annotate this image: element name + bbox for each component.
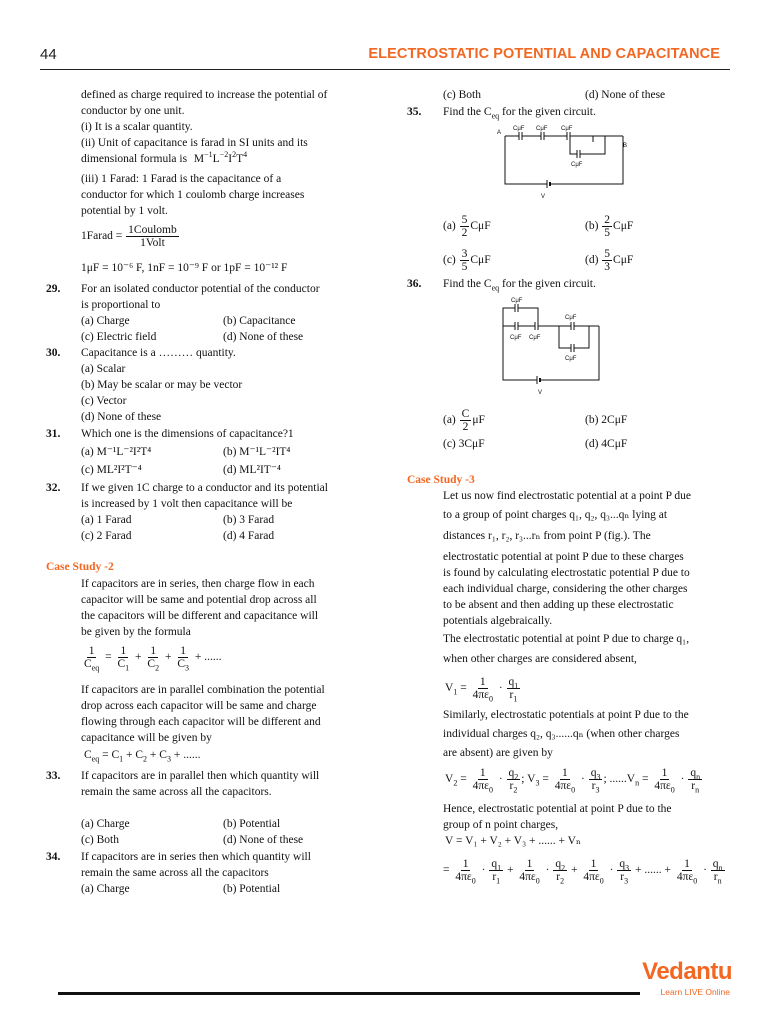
case-text: is found by calculating electrostatic potential P due to — [443, 567, 690, 579]
subunits-formula: 1μF = 10⁻⁶ F, 1nF = 10⁻⁹ F or 1pF = 10⁻¹² F — [81, 262, 288, 274]
case-text: the capacitors will be different and capacitance will — [81, 610, 319, 622]
option: (d) None of these — [585, 89, 666, 101]
option: (b) Capacitance — [223, 315, 296, 327]
total-potential-formula: = $\frac{1}{4\pi\varepsilon_0}$ · $\frac{q_1}{r_1}$ + $\frac{1}{4\pi\varepsilon_0}$ · $\frac{q_2}{r_2}$ + $\frac{1}{4\pi\varepsilon_0}$ · $\frac{q_3}{r_3}$ + ...... + $\frac{1}{4\pi\varepsilon_0}$ · $\frac{q_n}{r_n}$ — [443, 858, 723, 886]
series-formula: $\frac{1}{C_{eq}}$ = $\frac{1}{C_1}$ + $\frac{1}{C_2}$ + $\frac{1}{C_3}$ + ...... — [84, 645, 222, 673]
svg-text:A: A — [497, 130, 502, 136]
v2-v3-formula: $V_2$ = $\frac{1}{4\pi\varepsilon_0}$ · $\frac{q_2}{r_2}$ ; $V_3$ = $\frac{1}{4\pi\varepsilon_0}$ · $\frac{q_3}{r_3}$ ; $......V_n$ = $\frac{1}{4\pi\varepsilon_0}$ · $\frac{q_n}{r_n}$ — [445, 767, 701, 795]
option: (c) ML²I²T⁻⁴ — [81, 464, 142, 476]
option-c: (c) $\frac{3}{5}$ CμF — [443, 248, 491, 273]
option: (a) M⁻¹L⁻²I²T⁴ — [81, 446, 152, 458]
header-rule — [40, 69, 730, 70]
question-text: is proportional to — [81, 299, 161, 311]
question-number: 36. — [407, 278, 422, 290]
question-text: remain the same across all the capacitors. — [81, 786, 272, 798]
question-number: 34. — [46, 851, 61, 863]
circuit-diagram-35 — [495, 122, 635, 202]
option: (c) Electric field — [81, 331, 157, 343]
option: (a) 1 Farad — [81, 514, 132, 526]
page-number: 44 — [40, 46, 57, 63]
case-text: when other charges are considered absent, — [443, 653, 637, 665]
question-text: If we given 1C charge to a conductor and its potential — [81, 482, 328, 494]
case-text: distances r₁, r₂, r₃...rₙ from point P (fig.). The — [443, 530, 651, 542]
case-text: to be absent and then adding up these electrostatic — [443, 599, 674, 611]
case-text: capacitance will be given by — [81, 732, 212, 744]
question-text: Which one is the dimensions of capacitance?1 — [81, 428, 294, 440]
option: (b) Potential — [223, 818, 281, 830]
dim-formula: $M^{-1}L^{-2}I^2T^4$ — [193, 150, 248, 165]
case-text: be given by the formula — [81, 626, 191, 638]
logo-tagline: Learn LIVE Online — [660, 987, 730, 997]
option: (c) Vector — [81, 395, 127, 407]
option: (d) 4 Farad — [223, 530, 275, 542]
question-text: Capacitance is a ……… quantity. — [81, 347, 236, 359]
question-text: For an isolated conductor potential of the conductor — [81, 283, 320, 295]
case-text: If capacitors are in parallel combination the potential — [81, 684, 325, 696]
case-text: each individual charge, considering the other charges — [443, 583, 688, 595]
svg-text:B: B — [623, 143, 628, 149]
case-text: electrostatic potential at point P due to these charges — [443, 551, 684, 563]
intro-line — [81, 152, 247, 166]
option: (d) 4CμF — [585, 438, 628, 450]
question-number: 30. — [46, 347, 61, 359]
svg-text:CμF: CμF — [561, 126, 573, 132]
question-number: 31. — [46, 428, 61, 440]
case-text: drop across each capacitor will be same and charge — [81, 700, 317, 712]
case-text: The electrostatic potential at point P due to charge q₁, — [443, 633, 690, 645]
option: (a) Charge — [81, 818, 130, 830]
question-text: Find the $C_{eq}$ for the given circuit. — [443, 106, 596, 121]
case-study-heading: Case Study -2 — [46, 561, 114, 573]
option: (c) Both — [81, 834, 120, 846]
option-b: (b) $\frac{2}{5}$ CμF — [585, 214, 634, 239]
option: (d) ML²IT⁻⁴ — [223, 464, 281, 476]
question-number: 29. — [46, 283, 61, 295]
case-study-heading: Case Study -3 — [407, 474, 475, 486]
intro-line: (i) It is a scalar quantity. — [81, 121, 193, 133]
vedantu-logo: Vedantu — [642, 958, 732, 985]
question-text: is increased by 1 volt then capacitance will be — [81, 498, 293, 510]
case-text: are absent) are given by — [443, 747, 553, 759]
question-number: 35. — [407, 106, 422, 118]
question-text: Find the $C_{eq}$ for the given circuit. — [443, 278, 596, 293]
option: (c) 3CμF — [443, 438, 485, 450]
parallel-formula: $C_{eq} = C_1 + C_2 + C_3$ + ...... — [84, 749, 201, 764]
intro-line: potential by 1 volt. — [81, 205, 168, 217]
case-text: capacitor will be same and potential drop across all — [81, 594, 317, 606]
footer-rule — [58, 992, 640, 995]
intro-line: conductor by one unit. — [81, 105, 185, 117]
case-text: flowing through each capacitor will be different and — [81, 716, 321, 728]
question-text: If capacitors are in parallel then which quantity will — [81, 770, 320, 782]
question-text: If capacitors are in series then which quantity will — [81, 851, 311, 863]
svg-text:V: V — [538, 390, 543, 396]
dim-formula-label: dimensional formula is — [81, 153, 188, 165]
option: (b) 2CμF — [585, 414, 628, 426]
option: (d) None of these — [223, 331, 304, 343]
question-number: 32. — [46, 482, 61, 494]
question-number: 33. — [46, 770, 61, 782]
case-text: Let us now find electrostatic potential at a point P due — [443, 490, 692, 502]
case-text: Similarly, electrostatic potentials at point P due to the — [443, 709, 689, 721]
svg-text:CμF: CμF — [529, 335, 541, 341]
svg-text:CμF: CμF — [571, 162, 583, 168]
case-text: group of n point charges, — [443, 819, 559, 831]
svg-text:CμF: CμF — [565, 315, 577, 321]
option: (b) M⁻¹L⁻²IT⁴ — [223, 446, 291, 458]
svg-text:CμF: CμF — [510, 335, 522, 341]
intro-line: conductor for which 1 coulomb charge increases — [81, 189, 305, 201]
sum-formula: V = V₁ + V₂ + V₃ + ...... + Vₙ — [445, 835, 581, 847]
option: (d) None of these — [223, 834, 304, 846]
option: (a) Scalar — [81, 363, 126, 375]
case-text: potentials algebraically. — [443, 615, 553, 627]
option-d: (d) $\frac{5}{3}$ CμF — [585, 248, 634, 273]
option-a: (a) $\frac{5}{2}$ CμF — [443, 214, 491, 239]
svg-text:CμF: CμF — [565, 356, 577, 362]
chapter-title: ELECTROSTATIC POTENTIAL AND CAPACITANCE — [368, 46, 720, 62]
case-text: individual charges q₂, q₃......qₙ (when other charges — [443, 728, 680, 740]
circuit-diagram-36 — [495, 294, 615, 400]
option: (a) Charge — [81, 315, 130, 327]
v1-formula: $V_1$ = $\frac{1}{4\pi\varepsilon_0}$ · $\frac{q_1}{r_1}$ — [445, 676, 519, 704]
intro-line: (ii) Unit of capacitance is farad in SI units and its — [81, 137, 308, 149]
svg-text:CμF: CμF — [536, 126, 548, 132]
option: (a) Charge — [81, 883, 130, 895]
svg-text:CμF: CμF — [513, 126, 525, 132]
option: (b) May be scalar or may be vector — [81, 379, 243, 391]
intro-line: (iii) 1 Farad: 1 Farad is the capacitance of a — [81, 173, 282, 185]
intro-line: defined as charge required to increase the potential of — [81, 89, 328, 101]
option: (d) None of these — [81, 411, 162, 423]
option: (c) Both — [443, 89, 482, 101]
case-text: If capacitors are in series, then charge flow in each — [81, 578, 315, 590]
option: (b) 3 Farad — [223, 514, 275, 526]
option: (b) Potential — [223, 883, 281, 895]
case-text: to a group of point charges q₁, q₂, q₃...qₙ lying at — [443, 509, 668, 521]
svg-text:V: V — [541, 194, 546, 200]
question-text: remain the same across all the capacitors — [81, 867, 269, 879]
option: (c) 2 Farad — [81, 530, 132, 542]
svg-text:CμF: CμF — [511, 298, 523, 304]
case-text: Hence, electrostatic potential at point P due to the — [443, 803, 672, 815]
option-a: (a) $\frac{C}{2}$ μF — [443, 408, 485, 433]
farad-formula: 1Farad = $\frac{\text{1Coulomb}}{\text{1Volt}}$ — [81, 224, 177, 249]
